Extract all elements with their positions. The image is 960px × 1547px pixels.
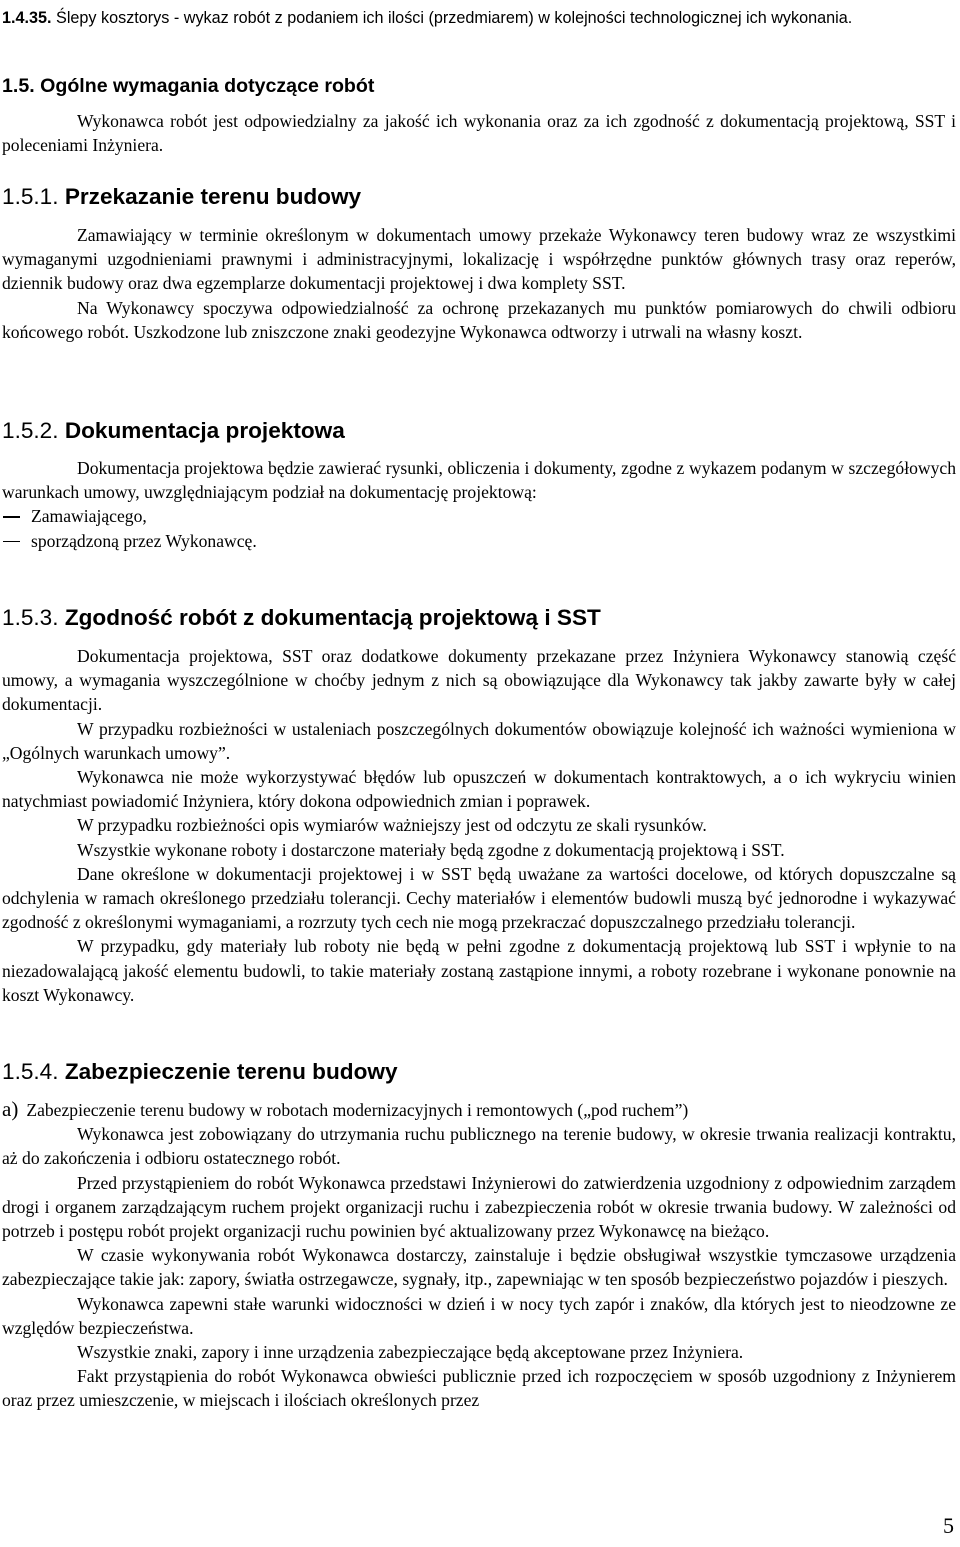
section-heading-1-5-4 <box>2 1059 398 1085</box>
section-number: 1.5.1. <box>2 184 59 209</box>
section-heading-1-5: 1.5. Ogólne wymagania dotyczące robót <box>2 75 375 97</box>
section-number: 1.5.3. <box>2 605 59 630</box>
paragraph: Wykonawca robót jest odpowiedzialny za jakość ich wykonania oraz za ich zgodność z dokumentacją projektową, SST i poleceniami Inżyniera. <box>2 111 956 156</box>
paragraph: W przypadku rozbieżności opis wymiarów ważniejszy jest od odczytu ze skali rysunków. <box>77 815 707 836</box>
subsection-label: a) <box>2 1097 19 1121</box>
list-item: Zamawiającego, <box>2 504 956 528</box>
paragraph: Dokumentacja projektowa będzie zawierać rysunki, obliczenia i dokumenty, zgodne z wykazem podanym w szczegółowych warunkach umowy, uwzględniającym podział na dokumentację projektową: <box>2 458 956 503</box>
page-number: 5 <box>943 1513 954 1538</box>
section-heading-1-5-1 <box>2 184 361 210</box>
paragraph: Wykonawca nie może wykorzystywać błędów lub opuszczeń w dokumentach kontraktowych, a o ich wykryciu winien natychmiast powiadomić Inżyniera, który dokona odpowiednich zmian i poprawek. <box>2 767 956 812</box>
item-text: Ślepy kosztorys - wykaz robót z podaniem ich ilości (przedmiarem) w kolejności technologicznej ich wykonania. <box>56 9 853 27</box>
paragraph: Na Wykonawcy spoczywa odpowiedzialność za ochronę przekazanych mu punktów pomiarowych do chwili odbioru końcowego robót. Uszkodzone lub zniszczone znaki geodezyjne Wykonawca odtworzy i utrwali na własny koszt. <box>2 297 956 342</box>
section-heading-1-5-2 <box>2 418 345 444</box>
section-1-5-1-body <box>2 223 956 344</box>
section-number: 1.5.2. <box>2 418 59 443</box>
section-number: 1.5.4. <box>2 1059 59 1084</box>
paragraph: Fakt przystąpienia do robót Wykonawca obwieści publicznie przed ich rozpoczęciem w sposób uzgodniony z Inżynierem oraz przez umieszczenie, w miejscach i ilościach określonych przez <box>2 1366 956 1411</box>
section-1-5-3-body <box>2 644 956 1007</box>
paragraph: W czasie wykonywania robót Wykonawca dostarczy, zainstaluje i będzie obsługiwał wszystkie tymczasowe urządzenia zabezpieczające takie jak: zapory, światła ostrzegawcze, sygnały, itp., zapewniając w ten sposób bezpieczeństwo pojazdów i pieszych. <box>2 1245 956 1290</box>
paragraph: Dokumentacja projektowa, SST oraz dodatkowe dokumenty przekazane przez Inżyniera Wykonawcy stanowią część umowy, a wymagania wyszczególnione w choćby jednym z nich są obowiązujące dla Wykonawcy tak jakby zawarte były w całej dokumentacji. <box>2 646 956 715</box>
section-1-5-intro <box>2 109 956 157</box>
paragraph: W przypadku, gdy materiały lub roboty nie będą w pełni zgodne z dokumentacją projektową lub SST i wpłynie to na niezadowalającą jakość elementu budowli, to takie materiały zostaną zastąpione innymi, a roboty rozebrane i wykonane ponownie na koszt Wykonawcy. <box>2 936 956 1005</box>
section-title: Przekazanie terenu budowy <box>64 184 362 209</box>
paragraph: W przypadku rozbieżności w ustaleniach poszczególnych dokumentów obowiązuje kolejność ich ważności wymieniona w „Ogólnych warunkach umowy”. <box>2 718 956 763</box>
subsection-title: Zabezpieczenie terenu budowy w robotach modernizacyjnych i remontowych („pod ruchem”) <box>26 1100 689 1120</box>
subsection-a <box>2 1097 956 1122</box>
section-1-5-2-body <box>2 456 956 553</box>
paragraph: Wszystkie znaki, zapory i inne urządzenia zabezpieczające będą akceptowane przez Inżyniera. <box>77 1342 744 1363</box>
paragraph: Przed przystąpieniem do robót Wykonawca przedstawi Inżynierowi do zatwierdzenia uzgodniony z odpowiednim zarządem drogi i organem zarządzającym ruchem projekt organizacji ruchu i zabezpieczenia robót w okresie trwania budowy. W zależności od potrzeb i postępu robót projekt organizacji ruchu powinien być aktualizowany przez Wykonawcę na bieżąco. <box>2 1172 956 1242</box>
paragraph: Dane określone w dokumentacji projektowej i w SST będą uważane za wartości docelowe, od których dopuszczalne są odchylenia w ramach określonego przedziału tolerancji. Cechy materiałów i elementów budowli muszą być jednorodne i wykazywać zgodność z określonymi wymaganiami, a rozrzuty tych cech nie mogą przekraczać dopuszczalnego przedziału tolerancji. <box>2 863 956 933</box>
paragraph: Wykonawca jest zobowiązany do utrzymania ruchu publicznego na terenie budowy, w okresie trwania realizacji kontraktu, aż do zakończenia i odbioru ostatecznego robót. <box>2 1124 956 1169</box>
section-title: Zgodność robót z dokumentacją projektową i SST <box>64 605 601 630</box>
list-item: sporządzoną przez Wykonawcę. <box>2 529 956 553</box>
paragraph: Wszystkie wykonane roboty i dostarczone materiały będą zgodne z dokumentacją projektową i SST. <box>77 839 785 860</box>
section-title: Dokumentacja projektowa <box>64 418 345 443</box>
item-number: 1.4.35. <box>2 9 52 27</box>
item-1-4-35 <box>2 6 958 30</box>
section-title: Zabezpieczenie terenu budowy <box>64 1059 398 1084</box>
paragraph: Zamawiający w terminie określonym w dokumentach umowy przekaże Wykonawcy teren budowy wraz ze wszystkimi wymaganymi uzgodnieniami prawnymi i administracyjnymi, lokalizację i współrzędne punktów głównych trasy oraz reperów, dziennik budowy oraz dwa egzemplarze dokumentacji projektowej i dwa komplety SST. <box>2 225 956 294</box>
paragraph: Wykonawca zapewni stałe warunki widoczności w dzień i w nocy tych zapór i znaków, dla których jest to nieodzowne ze względów bezpieczeństwa. <box>2 1293 956 1338</box>
section-heading-1-5-3 <box>2 605 601 631</box>
section-1-5-4-body <box>2 1097 956 1413</box>
